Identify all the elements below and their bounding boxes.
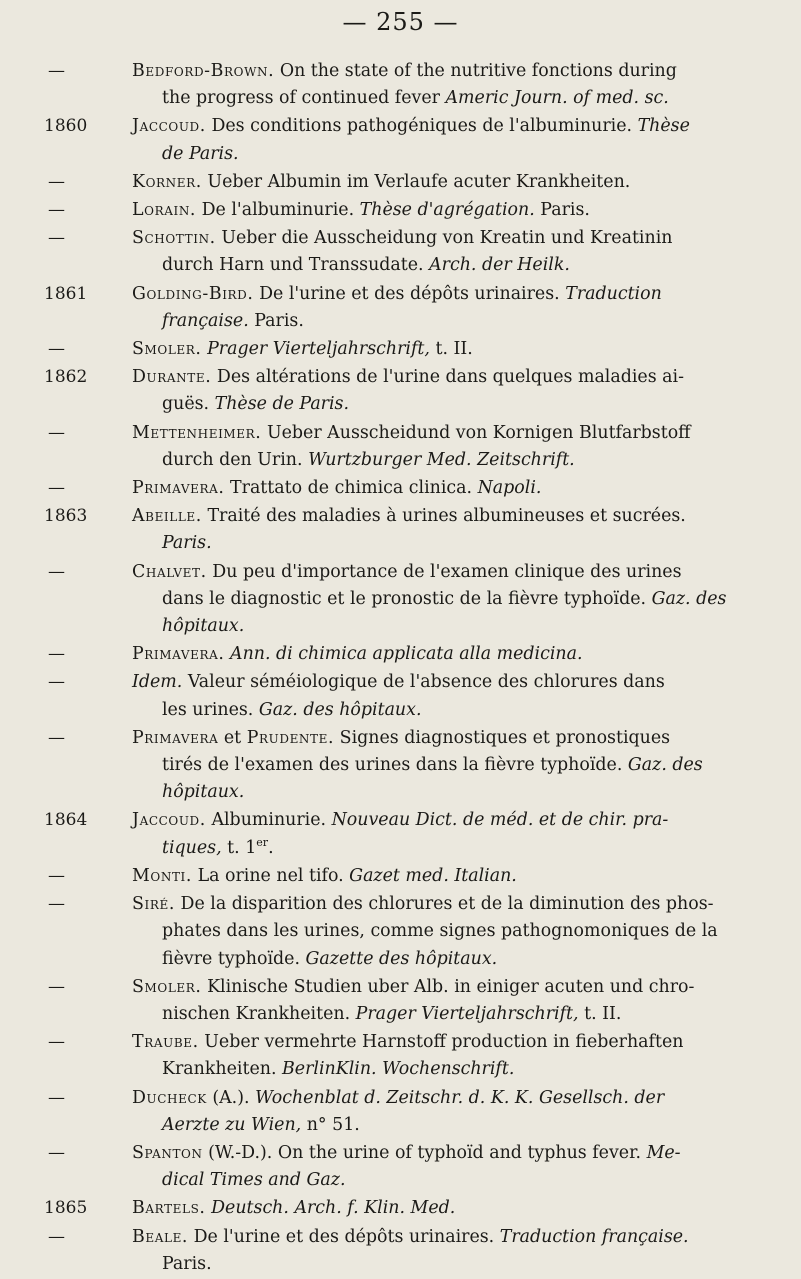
entry-journal: Prager Vierteljahrschrift,	[355, 1003, 579, 1024]
bibliography-entry	[44, 725, 772, 807]
entry-text: Ueber Ausscheidund von Kornigen Blutfarbstoff	[266, 422, 691, 443]
bibliography-list	[44, 58, 772, 1279]
entry-text: Signes diagnostiques et pronostiques	[339, 727, 671, 748]
entry-author: Primavera	[132, 727, 219, 748]
entry-author: Siré.	[132, 894, 175, 915]
entry-author: Prudente.	[246, 727, 335, 748]
entry-journal: Gazet med. Italian.	[349, 865, 517, 886]
entry-journal: BerlinKlin. Wochenschrift.	[282, 1059, 515, 1080]
entry-text: fièvre typhoïde.	[162, 948, 300, 969]
entry-author: Schottin.	[132, 228, 216, 249]
entry-author: Lorain.	[132, 200, 197, 221]
bibliography-entry	[44, 669, 772, 723]
entry-author: Monti.	[132, 865, 193, 886]
bibliography-entry	[44, 863, 772, 890]
bibliography-entry	[44, 281, 772, 335]
entry-year-mark: —	[48, 894, 65, 915]
entry-continuation	[132, 835, 772, 862]
bibliography-entry	[44, 1224, 772, 1278]
entry-text: les urines.	[162, 699, 254, 720]
entry-journal: Gaz. des	[651, 588, 727, 609]
entry-year-mark: —	[48, 200, 65, 221]
entry-author: Bartels.	[132, 1198, 206, 1219]
entry-author: Bedford-Brown.	[132, 61, 275, 81]
entry-year-mark: —	[48, 478, 65, 499]
entry-year-mark: —	[48, 61, 65, 81]
entry-body	[132, 863, 772, 890]
entry-text: Trattato de chimica clinica.	[230, 478, 473, 499]
entry-author: Primavera.	[132, 478, 225, 499]
entry-text: Ueber Albumin im Verlaufe acuter Krankheiten.	[207, 171, 631, 192]
entry-body	[132, 336, 772, 363]
entry-year-mark: 1863	[44, 506, 88, 527]
entry-year-mark: —	[48, 422, 65, 443]
entry-text: tirés de l'examen des urines dans la fièvre typhoïde.	[162, 755, 623, 776]
entry-body	[132, 1195, 772, 1222]
entry-text: Ueber die Ausscheidung von Kreatin und Kreatinin	[221, 228, 673, 249]
entry-text: durch den Urin.	[162, 449, 303, 470]
entry-text: Paris.	[162, 1253, 212, 1274]
entry-year-mark: 1864	[44, 810, 88, 831]
entry-year-mark: 1865	[44, 1198, 88, 1219]
entry-body	[132, 1224, 772, 1278]
entry-continuation	[132, 391, 772, 418]
entry-continuation	[132, 85, 772, 112]
entry-text: Klinische Studien uber Alb. in einiger acuten und chro-	[207, 976, 695, 997]
bibliography-entry	[44, 559, 772, 641]
entry-journal: Thèse d'agrégation.	[359, 200, 535, 221]
entry-text: Traité des maladies à urines albumineuses et sucrées.	[207, 506, 686, 527]
entry-body	[132, 669, 772, 723]
entry-body	[132, 364, 772, 418]
entry-text: n° 51.	[306, 1114, 360, 1135]
entry-author: Primavera.	[132, 644, 225, 665]
entry-continuation	[132, 308, 772, 335]
entry-journal: Traduction française.	[499, 1226, 689, 1247]
entry-year-mark: —	[48, 339, 65, 360]
entry-year-mark: —	[48, 976, 65, 997]
entry-journal: Aerzte zu Wien,	[162, 1114, 302, 1135]
entry-journal: Gaz. des hôpitaux.	[258, 699, 422, 720]
entry-journal: Thèse de Paris.	[214, 394, 350, 415]
entry-author: Jaccoud.	[132, 116, 206, 137]
entry-continuation	[132, 586, 772, 613]
entry-text: Paris.	[254, 310, 304, 331]
bibliography-entry	[44, 891, 772, 973]
entry-text: t. II.	[435, 339, 473, 360]
entry-author: Ducheck	[132, 1087, 207, 1108]
bibliography-entry	[44, 113, 772, 167]
entry-year-mark: —	[48, 1032, 65, 1053]
entry-author: Idem.	[132, 672, 183, 693]
entry-text: guës.	[162, 394, 210, 415]
entry-text: et	[223, 727, 242, 748]
entry-journal: française.	[162, 310, 249, 331]
entry-journal: de Paris.	[162, 143, 239, 164]
entry-continuation	[132, 447, 772, 474]
bibliography-entry	[44, 974, 772, 1028]
entry-year-mark: —	[48, 672, 65, 693]
entry-text: De l'urine et des dépôts urinaires.	[193, 1226, 495, 1247]
entry-body	[132, 503, 772, 557]
entry-text: dans le diagnostic et le pronostic de la fièvre typhoïde.	[162, 588, 647, 609]
entry-continuation	[132, 697, 772, 724]
entry-journal: Gazette des hôpitaux.	[305, 948, 498, 969]
entry-journal: Deutsch. Arch. f. Klin. Med.	[211, 1198, 456, 1219]
bibliography-entry	[44, 475, 772, 502]
entry-body	[132, 225, 772, 279]
entry-continuation	[132, 530, 772, 557]
entry-text: La orine nel tifo.	[197, 865, 344, 886]
entry-journal: Nouveau Dict. de méd. et de chir. pra-	[331, 810, 669, 831]
entry-text: Du peu d'importance de l'examen clinique des urines	[212, 561, 682, 582]
bibliography-entry	[44, 1029, 772, 1083]
entry-year-mark: —	[48, 865, 65, 886]
entry-body	[132, 420, 772, 474]
entry-year-mark: —	[48, 727, 65, 748]
entry-author: Spanton	[132, 1142, 203, 1163]
entry-text: (A.).	[212, 1087, 250, 1108]
entry-text: Ueber vermehrte Harnstoff production in fieberhaften	[204, 1032, 684, 1053]
entry-author: Smoler.	[132, 976, 202, 997]
bibliography-entry	[44, 420, 772, 474]
entry-author: Beale.	[132, 1226, 189, 1247]
entry-continuation	[132, 1251, 772, 1278]
entry-body	[132, 974, 772, 1028]
entry-journal: hôpitaux.	[162, 782, 245, 803]
bibliography-entry	[44, 336, 772, 363]
entry-body	[132, 1085, 772, 1139]
bibliography-entry	[44, 197, 772, 224]
entry-author: Chalvet.	[132, 561, 207, 582]
entry-journal: Americ Journ. of med. sc.	[445, 88, 669, 109]
entry-text: De l'albuminurie.	[201, 200, 355, 221]
entry-body	[132, 113, 772, 167]
entry-continuation	[132, 1056, 772, 1083]
entry-body	[132, 169, 772, 196]
entry-journal: Me-	[646, 1142, 681, 1163]
bibliography-entry	[44, 807, 772, 861]
entry-year-mark: —	[48, 1142, 65, 1163]
entry-text: (W.-D.). On the urine of typhoïd and typhus fever.	[208, 1142, 642, 1163]
entry-body	[132, 641, 772, 668]
entry-year-mark: —	[48, 1226, 65, 1247]
entry-journal: Arch. der Heilk.	[429, 255, 570, 276]
entry-body	[132, 475, 772, 502]
entry-text: Krankheiten.	[162, 1059, 277, 1080]
entry-text: Des conditions pathogéniques de l'albuminurie.	[211, 116, 633, 137]
entry-year-mark: —	[48, 561, 65, 582]
entry-text: Paris.	[540, 200, 590, 221]
entry-body	[132, 58, 772, 112]
entry-author: Mettenheimer.	[132, 422, 262, 443]
bibliography-entry	[44, 169, 772, 196]
entry-journal: Traduction	[565, 283, 662, 304]
entry-text: Des altérations de l'urine dans quelques maladies ai-	[216, 367, 684, 388]
entry-journal: Napoli.	[477, 478, 542, 499]
entry-body	[132, 1029, 772, 1083]
entry-continuation	[132, 918, 772, 945]
bibliography-entry	[44, 58, 772, 112]
superscript: er	[256, 835, 269, 849]
entry-year-mark: 1862	[44, 367, 88, 388]
entry-year-mark: —	[48, 228, 65, 249]
bibliography-entry	[44, 1140, 772, 1194]
entry-continuation	[132, 613, 772, 640]
entry-journal: dical Times and Gaz.	[162, 1170, 346, 1191]
entry-journal: Wurtzburger Med. Zeitschrift.	[308, 449, 575, 470]
entry-text: De l'urine et des dépôts urinaires.	[259, 283, 560, 304]
entry-text: On the state of the nutritive fonctions during	[279, 61, 677, 81]
bibliography-entry	[44, 641, 772, 668]
entry-text: phates dans les urines, comme signes pathognomoniques de la	[162, 921, 718, 942]
entry-year-mark: —	[48, 644, 65, 665]
entry-journal: Ann. di chimica applicata alla medicina.	[230, 644, 583, 665]
entry-year-mark: —	[48, 1087, 65, 1108]
entry-author: Durante.	[132, 367, 212, 388]
entry-journal: Paris.	[162, 533, 212, 554]
entry-continuation	[132, 1112, 772, 1139]
entry-continuation	[132, 946, 772, 973]
entry-author: Golding-Bird.	[132, 283, 254, 304]
entry-text: Valeur séméiologique de l'absence des chlorures dans	[187, 672, 665, 693]
page-number: — 255 —	[342, 8, 459, 36]
entry-journal: tiques,	[162, 837, 222, 858]
entry-continuation	[132, 779, 772, 806]
entry-continuation	[132, 1167, 772, 1194]
entry-journal: Prager Vierteljahrschrift,	[207, 339, 430, 360]
entry-author: Traube.	[132, 1032, 199, 1053]
entry-text: De la disparition des chlorures et de la diminution des phos-	[180, 894, 714, 915]
entry-continuation	[132, 252, 772, 279]
entry-body	[132, 197, 772, 224]
entry-author: Korner.	[132, 171, 202, 192]
entry-author: Jaccoud.	[132, 810, 206, 831]
entry-year-mark: —	[48, 171, 65, 192]
entry-continuation	[132, 141, 772, 168]
entry-author: Smoler.	[132, 339, 202, 360]
entry-text: nischen Krankheiten.	[162, 1003, 351, 1024]
entry-text: Albuminurie.	[211, 810, 327, 831]
entry-year-mark: 1861	[44, 283, 88, 304]
entry-text: the progress of continued fever	[162, 88, 440, 109]
entry-body	[132, 281, 772, 335]
bibliography-entry	[44, 1085, 772, 1139]
entry-continuation	[132, 1001, 772, 1028]
entry-text: durch Harn und Transsudate.	[162, 255, 424, 276]
bibliography-entry	[44, 225, 772, 279]
entry-journal: Gaz. des	[627, 755, 703, 776]
entry-body	[132, 891, 772, 973]
bibliography-entry	[44, 503, 772, 557]
entry-continuation	[132, 752, 772, 779]
entry-text: t. II.	[584, 1003, 622, 1024]
entry-body	[132, 559, 772, 641]
bibliography-entry	[44, 364, 772, 418]
bibliography-entry	[44, 1195, 772, 1222]
entry-body	[132, 725, 772, 807]
entry-author: Abeille.	[132, 506, 202, 527]
entry-journal: Thèse	[637, 116, 690, 137]
entry-journal: hôpitaux.	[162, 616, 245, 637]
entry-text: t. 1er.	[227, 835, 274, 858]
entry-body	[132, 807, 772, 861]
entry-year-mark: 1860	[44, 116, 88, 137]
entry-journal: Wochenblat d. Zeitschr. d. K. K. Gesellsch. der	[255, 1087, 665, 1108]
entry-body	[132, 1140, 772, 1194]
